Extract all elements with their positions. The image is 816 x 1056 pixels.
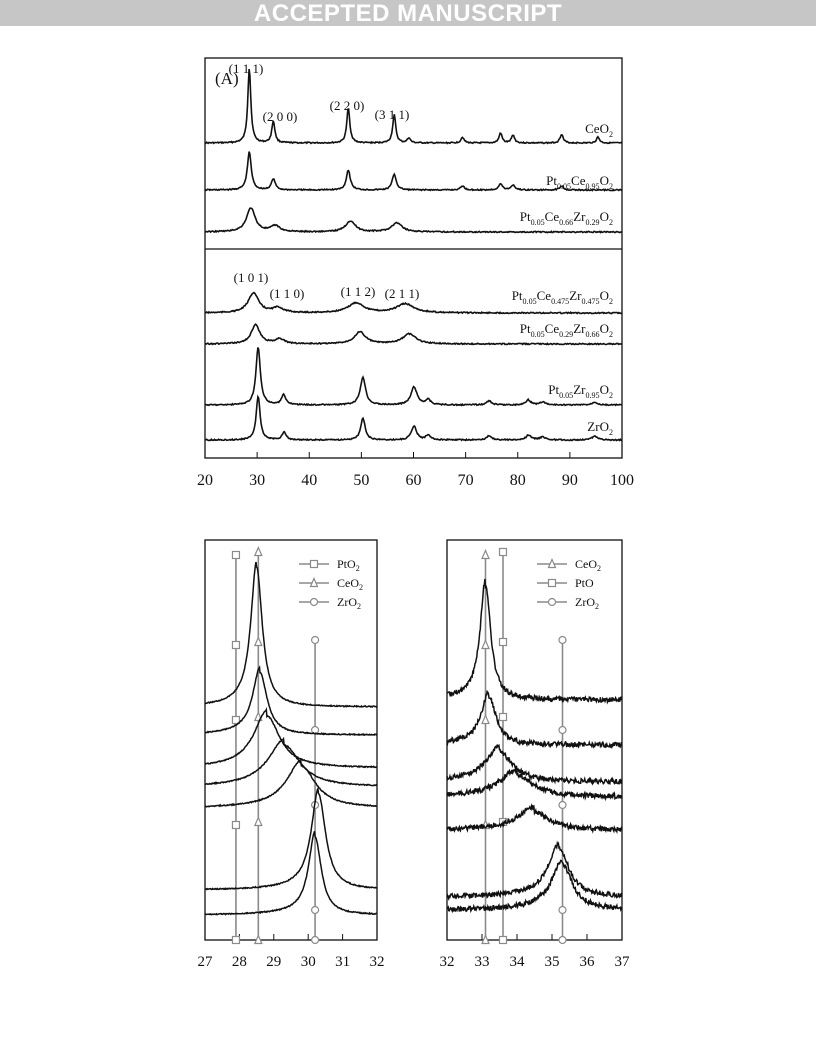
reference-marker (232, 822, 239, 829)
legend-label (575, 576, 594, 590)
hkl-label: (2 1 1) (384, 286, 420, 301)
legend-formula: CeO (337, 576, 359, 590)
formula-main: Pt (548, 382, 560, 397)
reference-marker (559, 727, 566, 734)
sample-label (548, 382, 613, 400)
formula-subscript: 0.66 (585, 330, 600, 339)
legend-label (337, 557, 360, 573)
legend-marker (549, 599, 556, 606)
legend-marker (311, 561, 318, 568)
x-tick-label: 70 (457, 472, 474, 489)
legend-label (575, 557, 601, 573)
formula-subscript: 0.475 (551, 297, 570, 306)
hkl-label: (1 1 1) (228, 61, 264, 76)
legend-subscript: 2 (359, 583, 363, 592)
formula-main: Pt (519, 321, 531, 336)
formula-element: O (599, 209, 609, 224)
formula-main: Pt (519, 209, 531, 224)
x-tick-label: 60 (405, 472, 422, 489)
x-tick-label: 27 (197, 954, 213, 970)
reference-marker (232, 552, 239, 559)
reference-marker (482, 716, 489, 724)
formula-subscript: 0.05 (530, 218, 545, 227)
formula-subscript: 0.95 (585, 182, 600, 191)
formula-subscript: 0.66 (559, 218, 574, 227)
legend-formula: CeO (575, 557, 597, 571)
sample-label (585, 121, 613, 139)
reference-marker (500, 549, 507, 556)
legend-subscript: 2 (355, 564, 360, 573)
legend-formula: ZrO (337, 595, 357, 609)
reference-marker (500, 714, 507, 721)
formula-element: O (599, 173, 609, 188)
legend-formula: ZrO (575, 595, 595, 609)
x-tick-label: 20 (197, 472, 213, 489)
x-tick-label: 33 (474, 954, 490, 970)
legend-formula: PtO (575, 576, 594, 590)
sample-label (520, 321, 613, 339)
x-tick-label: 100 (610, 472, 634, 489)
xrd-trace (447, 843, 622, 898)
banner-text: ACCEPTED MANUSCRIPT (253, 0, 563, 27)
reference-marker (482, 641, 489, 649)
panel-a (197, 58, 634, 489)
formula-subscript: 2 (608, 330, 613, 339)
reference-marker (255, 548, 262, 556)
panel-c (440, 540, 631, 970)
reference-marker (232, 937, 239, 944)
formula-element: Zr (573, 321, 586, 336)
formula-element: Ce (544, 321, 560, 336)
x-tick-label: 37 (614, 954, 630, 970)
x-tick-label: 31 (335, 954, 351, 970)
reference-marker (312, 907, 319, 914)
x-tick-label: 90 (561, 472, 578, 489)
xrd-trace (205, 831, 377, 915)
hkl-label: (2 0 0) (262, 109, 298, 124)
reference-marker (312, 937, 319, 944)
xrd-trace (447, 745, 622, 784)
formula-element: Ce (536, 288, 552, 303)
x-tick-label: 36 (579, 954, 595, 970)
reference-marker (559, 637, 566, 644)
xrd-trace (205, 739, 377, 786)
panel-b (198, 540, 385, 970)
x-tick-label: 80 (509, 472, 526, 489)
formula-main: ZrO (587, 419, 609, 434)
x-tick-label: 32 (439, 954, 455, 970)
formula-element: Zr (573, 209, 586, 224)
hkl-label: (1 0 1) (233, 270, 269, 285)
hkl-label: (1 1 0) (269, 286, 305, 301)
legend-marker (311, 599, 318, 606)
xrd-trace (447, 579, 622, 702)
formula-subscript: 2 (608, 391, 613, 400)
legend-subscript: 2 (595, 602, 599, 611)
formula-subscript: 0.05 (522, 297, 537, 306)
x-tick-label: 32 (369, 954, 385, 970)
reference-marker (312, 727, 319, 734)
formula-subscript: 0.29 (585, 218, 600, 227)
formula-element: O (599, 382, 609, 397)
formula-main: Pt (511, 288, 523, 303)
formula-subscript: 2 (608, 182, 613, 191)
panel-label: (A) (215, 69, 239, 88)
hkl-label: (2 2 0) (329, 98, 365, 113)
reference-marker (500, 937, 507, 944)
legend-marker (549, 580, 556, 587)
formula-subscript: 0.475 (581, 297, 600, 306)
x-tick-label: 35 (544, 954, 560, 970)
x-tick-label: 34 (509, 954, 525, 970)
formula-subscript: 2 (608, 297, 613, 306)
sample-label (512, 288, 613, 306)
formula-element: Zr (573, 382, 586, 397)
x-tick-label: 29 (266, 954, 282, 970)
x-tick-label: 50 (353, 472, 370, 489)
xrd-trace (447, 805, 622, 832)
legend-subscript: 2 (597, 564, 601, 573)
reference-marker (255, 638, 262, 646)
reference-marker (312, 637, 319, 644)
formula-subscript: 2 (608, 428, 613, 437)
hkl-label: (1 1 2) (340, 284, 376, 299)
sample-label (587, 419, 613, 437)
xrd-trace (205, 397, 622, 441)
legend-label (337, 576, 363, 592)
reference-marker (482, 551, 489, 559)
hkl-label: (3 1 1) (374, 107, 410, 122)
legend-label (337, 595, 361, 611)
formula-subscript: 0.05 (530, 330, 545, 339)
legend-subscript: 2 (357, 602, 361, 611)
reference-marker (232, 642, 239, 649)
x-tick-label: 30 (249, 472, 266, 489)
xrd-trace (205, 69, 622, 143)
formula-subscript: 0.95 (585, 391, 600, 400)
formula-main: CeO (585, 121, 609, 136)
formula-subscript: 2 (608, 218, 613, 227)
x-tick-label: 30 (300, 954, 316, 970)
formula-element: O (599, 288, 609, 303)
formula-subscript: 0.05 (556, 182, 572, 191)
legend-formula: PtO (337, 557, 356, 571)
formula-element: Ce (544, 209, 560, 224)
formula-element: Zr (569, 288, 582, 303)
panel-frame (447, 540, 622, 940)
reference-marker (500, 639, 507, 646)
x-tick-label: 28 (231, 954, 247, 970)
formula-element: Ce (571, 173, 586, 188)
formula-main: Pt (546, 173, 557, 188)
sample-label (546, 173, 613, 191)
legend-label (575, 595, 599, 611)
reference-marker (559, 907, 566, 914)
reference-marker (559, 937, 566, 944)
sample-label (520, 209, 613, 227)
reference-marker (255, 818, 262, 826)
xrd-trace (205, 710, 377, 768)
x-tick-label: 40 (301, 472, 318, 489)
formula-subscript: 0.29 (559, 330, 574, 339)
reference-marker (559, 802, 566, 809)
formula-subscript: 0.05 (559, 391, 574, 400)
formula-subscript: 2 (608, 130, 613, 139)
formula-element: O (599, 321, 609, 336)
